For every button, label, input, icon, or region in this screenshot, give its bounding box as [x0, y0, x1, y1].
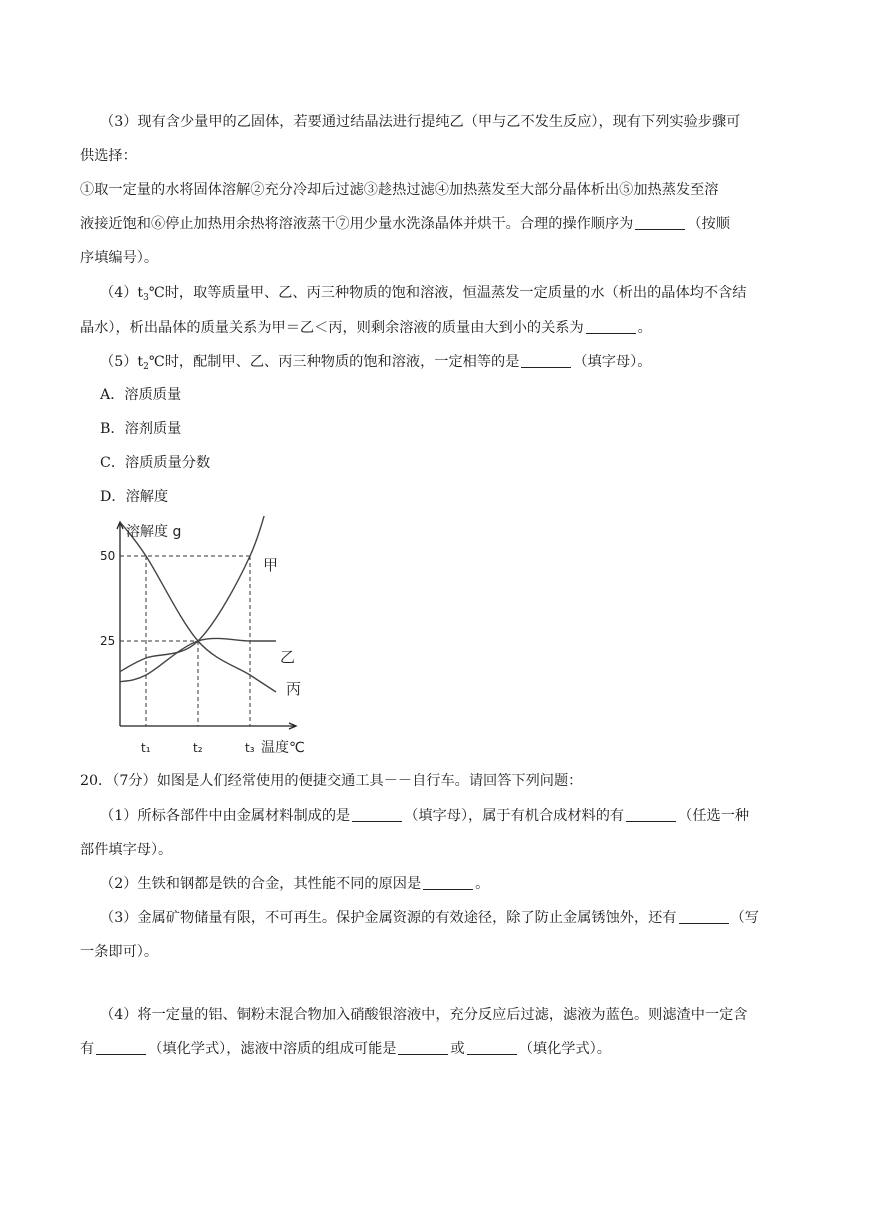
option-b: B．溶剂质量	[100, 421, 182, 437]
q20-part3-line2: 一条即可）。	[80, 944, 159, 960]
x-tick-label: t₃	[245, 741, 255, 755]
q20-part4-line2	[80, 1039, 611, 1059]
y-tick-label: 50	[100, 549, 116, 563]
q20-part1-text2: （填字母），属于有机合成材料的有	[404, 808, 625, 824]
q20-part4-line1: （4）将一定量的铝、铜粉末混合物加入硝酸银溶液中，充分反应后过滤，滤液为蓝色。则滤渣中一定含	[100, 1007, 748, 1023]
q19-part4-text: ℃时，取等质量甲、乙、丙三种物质的饱和溶液，恒温蒸发一定质量的水（析出的晶体均不含结	[148, 285, 747, 301]
q19-part3-line2: 供选择：	[80, 148, 137, 164]
answer-blank[interactable]	[352, 807, 402, 822]
q19-part5-tail: （填字母）。	[573, 354, 652, 370]
option-a: A．溶质质量	[100, 387, 182, 403]
answer-blank[interactable]	[521, 353, 571, 368]
q20-part1-text: （1）所标各部件中由金属材料制成的是	[100, 808, 351, 824]
q20-part1-tail: （任选一种	[678, 808, 750, 824]
q19-part5-text: ℃时，配制甲、乙、丙三种物质的饱和溶液，一定相等的是	[148, 354, 520, 370]
solubility-curve-chart	[98, 516, 328, 760]
x-axis-title: 温度℃	[261, 740, 305, 756]
q19-part4-line2	[80, 318, 652, 338]
q20-part3-tail: （写	[730, 910, 759, 926]
q19-part4-prefix: （4）t	[100, 285, 144, 301]
answer-blank[interactable]	[423, 875, 473, 890]
answer-blank[interactable]	[586, 319, 636, 334]
q19-part4-text2: 晶水），析出晶体的质量关系为甲＝乙＜丙，则剩余溶液的质量由大到小的关系为	[80, 320, 584, 336]
q19-part4-line1	[100, 283, 746, 308]
x-tick-label: t₁	[141, 741, 151, 755]
q19-part3-line1: （3）现有含少量甲的乙固体，若要通过结晶法进行提纯乙（甲与乙不发生反应），现有下列实验步骤可	[100, 114, 741, 130]
option-d: D．溶解度	[100, 489, 169, 505]
series-label: 乙	[280, 648, 296, 666]
subscript: 2	[143, 362, 149, 372]
q19-part3-line3: ①取一定量的水将固体溶解②充分冷却后过滤③趁热过滤④加热蒸发至大部分晶体析出⑤加热蒸发至溶	[80, 182, 719, 198]
q20-part4-text2: （填化学式），滤液中溶质的组成可能是	[148, 1041, 397, 1057]
x-tick-label: t₂	[193, 741, 203, 755]
answer-blank[interactable]	[467, 1040, 517, 1055]
q19-part3-line4	[80, 214, 730, 234]
period: 。	[637, 320, 652, 336]
y-axis-title: 溶解度 g	[126, 524, 182, 540]
option-c: C．溶质质量分数	[100, 455, 211, 471]
y-tick-label: 25	[100, 634, 116, 648]
q20-part4-text: 有	[80, 1041, 95, 1057]
curve-丙	[120, 522, 279, 692]
q20-heading: 20．（7分）如图是人们经常使用的便捷交通工具－－自行车。请回答下列问题：	[80, 773, 583, 789]
series-label: 甲	[263, 556, 279, 574]
series-label: 丙	[286, 680, 302, 698]
answer-blank[interactable]	[626, 807, 676, 822]
q19-part3-text: 液接近饱和⑥停止加热用余热将溶液蒸干⑦用少量水洗涤晶体并烘干。合理的操作顺序为	[80, 216, 634, 232]
q19-part3-line5: 序填编号）。	[80, 250, 159, 266]
answer-blank[interactable]	[96, 1040, 146, 1055]
q20-part1-line1	[100, 806, 749, 826]
q20-part4-or: 或	[450, 1041, 465, 1057]
q20-part2-line	[100, 874, 489, 894]
q19-part3-tail: （按顺	[687, 216, 730, 232]
q19-part5-prefix: （5）t	[100, 354, 144, 370]
q20-part3-text: （3）金属矿物储量有限，不可再生。保护金属资源的有效途径，除了防止金属锈蚀外，还有	[100, 910, 677, 926]
q20-part1-line2: 部件填字母）。	[80, 842, 173, 858]
q20-part4-tail: （填化学式）。	[518, 1041, 611, 1057]
answer-blank[interactable]	[398, 1040, 448, 1055]
answer-blank[interactable]	[679, 909, 729, 924]
answer-blank[interactable]	[635, 215, 685, 230]
chart-guides	[120, 556, 250, 726]
q20-part3-line1	[100, 908, 759, 928]
subscript: 3	[143, 293, 149, 303]
q19-part5-line	[100, 352, 651, 377]
q20-part2-text: （2）生铁和钢都是铁的合金，其性能不同的原因是	[100, 876, 422, 892]
period: 。	[475, 876, 490, 892]
